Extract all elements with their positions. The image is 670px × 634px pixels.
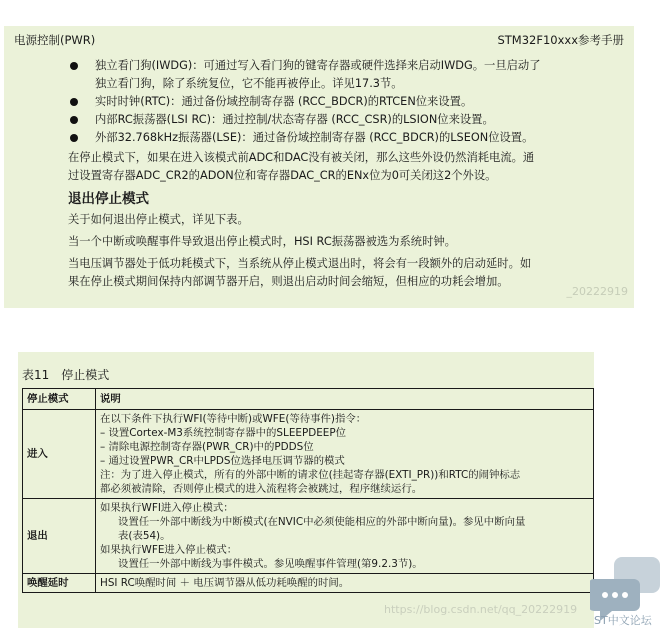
- table-row-wakeup: [23, 574, 594, 593]
- row-mode-enter: 进入: [23, 410, 96, 499]
- paragraph-startup-delay: 当电压调节器处于低功耗模式下，当系统从停止模式退出时，将会有一段额外的启动延时。如 果在停止模式期间保持内部调节器开启，则退出启动时间会缩短，但相应的功耗会增加。: [68, 257, 532, 288]
- manual-page-panel: [4, 26, 634, 308]
- forum-logo-text: ST中文论坛: [594, 614, 652, 627]
- bullet-lsi: 内部RC振荡器(LSI RC)：通过控制/状态寄存器 (RCC_CSR)的LSION位来设置。: [68, 111, 630, 129]
- row-desc-enter: 在以下条件下执行WFI(等待中断)或WFE(等待事件)指令： – 设置Cortex-M3系统控制寄存器中的SLEEPDEEP位 – 清除电源控制寄存器(PWR_CR)中的PDDS位 – 通过设置PWR_CR中LPDS位选择电压调节器的模式 注：为了进入停止模式，所有的外部中断的请求位(挂起寄存器(EXTI_PR))和RTC的闹钟标志 都必须被清除，否则停止模式的进入流程将会被跳过，程序继续运行。: [96, 410, 594, 499]
- header-manual-title: STM32F10xxx参考手册: [497, 33, 624, 47]
- row-desc-exit: 如果执行WFI进入停止模式： 设置任一外部中断线为中断模式(在NVIC中必须使能相应的外部中断向量)。参见中断向量 表(表54)。 如果执行WFE进入停止模式： 设置任一外部中断线为事件模式。参见唤醒事件管理(第9.2.3节)。: [96, 499, 594, 574]
- header-desc: 说明: [96, 389, 594, 410]
- bullet-dot-icon: [70, 116, 78, 124]
- row-mode-exit: 退出: [23, 499, 96, 574]
- row-desc-wakeup: HSI RC唤醒时间 ＋ 电压调节器从低功耗唤醒的时间。: [96, 574, 594, 593]
- table-caption: 表11 停止模式: [22, 368, 110, 382]
- stop-mode-table: [22, 388, 594, 593]
- paragraph-adc-dac: 在停止模式下，如果在进入该模式前ADC和DAC没有被关闭，那么这些外设仍然消耗电流。通 过设置寄存器ADC_CR2的ADON位和寄存器DAC_CR的ENx位为0可关闭这2个外设。: [68, 151, 535, 182]
- bullet-dot-icon: [70, 98, 78, 106]
- table-panel: [18, 352, 594, 628]
- table-row-exit: [23, 499, 594, 574]
- table-header-row: [23, 389, 594, 410]
- bullet-iwdg: 独立看门狗(IWDG)：可通过写入看门狗的键寄存器或硬件选择来启动IWDG。一旦启动了 独立看门狗，除了系统复位，它不能再被停止。详见17.3节。: [68, 57, 630, 93]
- header-chapter: 电源控制(PWR): [14, 33, 96, 47]
- section-title: 退出停止模式: [68, 191, 149, 207]
- bullet-rtc: 实时时钟(RTC)：通过备份域控制寄存器 (RCC_BDCR)的RTCEN位来设置。: [68, 93, 630, 111]
- table-row-enter: [23, 410, 594, 499]
- watermark-url: https://blog.csdn.net/qq_20222919: [384, 603, 578, 616]
- watermark-text: _20222919: [566, 285, 628, 298]
- bullet-dot-icon: [70, 134, 78, 142]
- page-body: [68, 57, 630, 291]
- paragraph-see-table: 关于如何退出停止模式，详见下表。: [68, 213, 249, 226]
- paragraph-hsi-clock: 当一个中断或唤醒事件导致退出停止模式时，HSI RC振荡器被选为系统时钟。: [68, 235, 456, 248]
- bullet-lse: 外部32.768kHz振荡器(LSE)：通过备份域控制寄存器 (RCC_BDCR)的LSEON位设置。: [68, 129, 630, 147]
- header-mode: 停止模式: [23, 389, 96, 410]
- page-header: [14, 32, 624, 50]
- bullet-dot-icon: [70, 62, 78, 70]
- row-mode-wakeup: 唤醒延时: [23, 574, 96, 593]
